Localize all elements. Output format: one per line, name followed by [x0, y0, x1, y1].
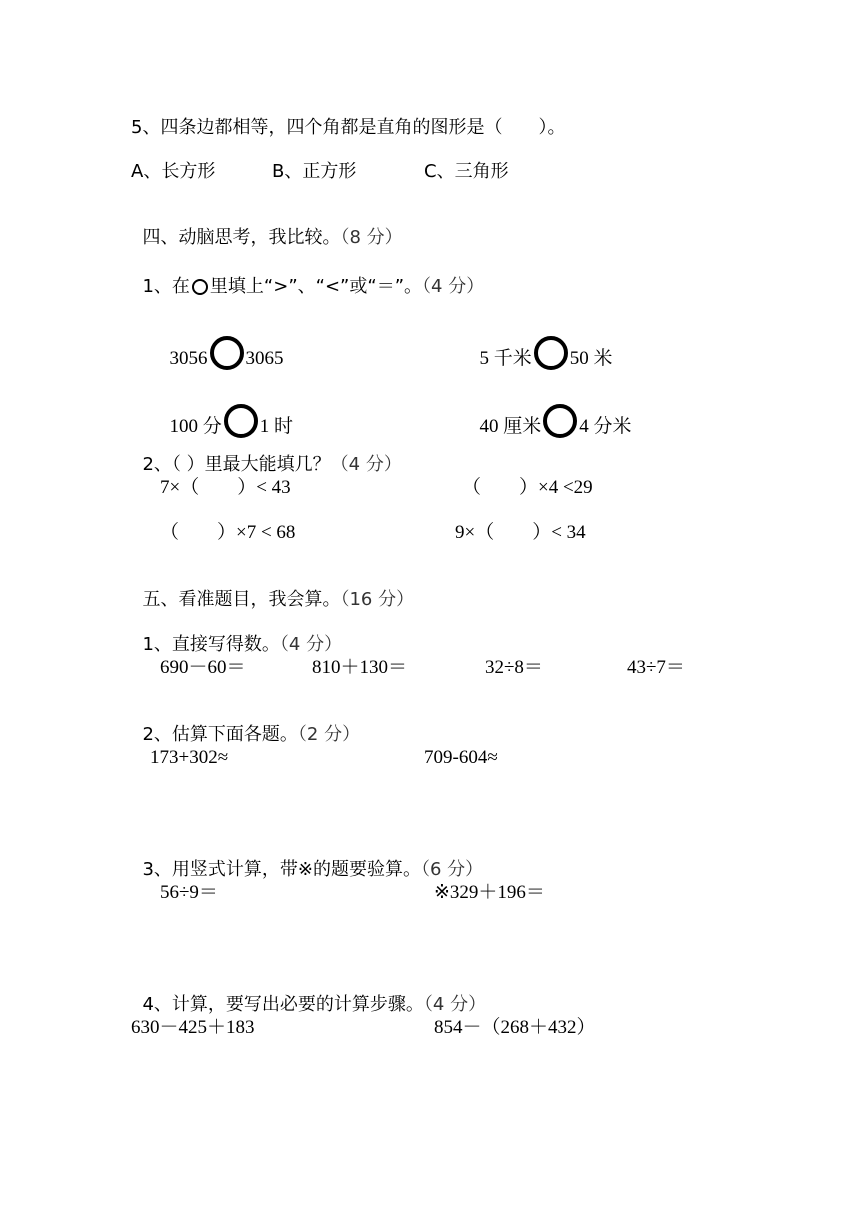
s4-q1-points: （4 分）	[422, 276, 485, 297]
s4-q2-stem	[131, 432, 402, 476]
q5-option-b: B、正方形	[272, 161, 357, 182]
s4-q2-text: 2、（ ）里最大能填几？	[142, 454, 331, 475]
q5-option-c: C、三角形	[424, 161, 509, 182]
step-calc-item: 854－（268＋432）	[434, 1017, 596, 1038]
compare-right: 3065	[245, 348, 284, 369]
circle-icon	[192, 279, 208, 295]
s4-q1-post: 里填上“>”、“<”或“＝”。	[209, 276, 423, 297]
s5-q3-points: （6 分）	[421, 859, 484, 880]
q5-stem: 5、四条边都相等，四个角都是直角的图形是（ ）。	[131, 117, 566, 138]
compare-left: 3056	[169, 348, 208, 369]
compare-right: 4 分米	[579, 416, 632, 437]
s4-q1-stem	[131, 254, 484, 298]
fill-item: （ ）×7 < 68	[160, 522, 296, 543]
vertical-calc-item: 56÷9＝	[160, 882, 218, 903]
s5-q1-stem	[131, 612, 342, 656]
fill-item: 9×（ ）< 34	[455, 522, 586, 543]
circle-icon	[210, 336, 244, 370]
compare-item	[160, 382, 293, 438]
s5-q2-stem	[131, 702, 360, 746]
s5-q3-stem	[131, 837, 483, 881]
s5-q3-text: 3、用竖式计算，带※的题要验算。	[142, 859, 421, 880]
s5-q4-stem	[131, 972, 486, 1016]
compare-right: 50 米	[569, 348, 613, 369]
compare-item	[470, 382, 632, 438]
vertical-calc-item: ※329＋196＝	[434, 882, 545, 903]
q5-option-a: A、长方形	[131, 161, 216, 182]
section-5-heading	[131, 567, 414, 611]
s5-q1-text: 1、直接写得数。	[142, 634, 280, 655]
estimate-item: 709-604≈	[424, 747, 498, 768]
estimate-item: 173+302≈	[150, 747, 229, 768]
s5-q1-points: （4 分）	[279, 634, 343, 655]
step-calc-item: 630－425＋183	[131, 1017, 255, 1038]
calc-item: 43÷7＝	[627, 657, 685, 678]
s5-q4-points: （4 分）	[423, 994, 487, 1015]
calc-item: 32÷8＝	[485, 657, 543, 678]
calc-item: 810＋130＝	[312, 657, 408, 678]
circle-icon	[534, 336, 568, 370]
compare-item	[160, 314, 284, 370]
s4-q1-pre: 1、在	[142, 276, 190, 297]
section-4-points: （8 分）	[340, 227, 403, 248]
section-4-heading	[131, 205, 403, 249]
section-5-title: 五、看准题目，我会算。	[142, 589, 341, 610]
section-4-title: 四、动脑思考，我比较。	[142, 227, 341, 248]
circle-icon	[543, 404, 577, 438]
compare-left: 100 分	[169, 416, 222, 437]
s5-q2-points: （2 分）	[297, 724, 361, 745]
calc-item: 690－60＝	[160, 657, 246, 678]
section-5-points: （16 分）	[340, 589, 415, 610]
fill-item: 7×（ ）< 43	[160, 477, 291, 498]
s5-q4-text: 4、计算，要写出必要的计算步骤。	[142, 994, 424, 1015]
compare-right: 1 时	[259, 416, 294, 437]
s5-q2-text: 2、估算下面各题。	[142, 724, 298, 745]
s4-q2-points: （4 分）	[330, 454, 402, 475]
compare-left: 40 厘米	[479, 416, 542, 437]
compare-item	[470, 314, 613, 370]
compare-left: 5 千米	[479, 348, 532, 369]
fill-item: （ ）×4 <29	[462, 477, 593, 498]
